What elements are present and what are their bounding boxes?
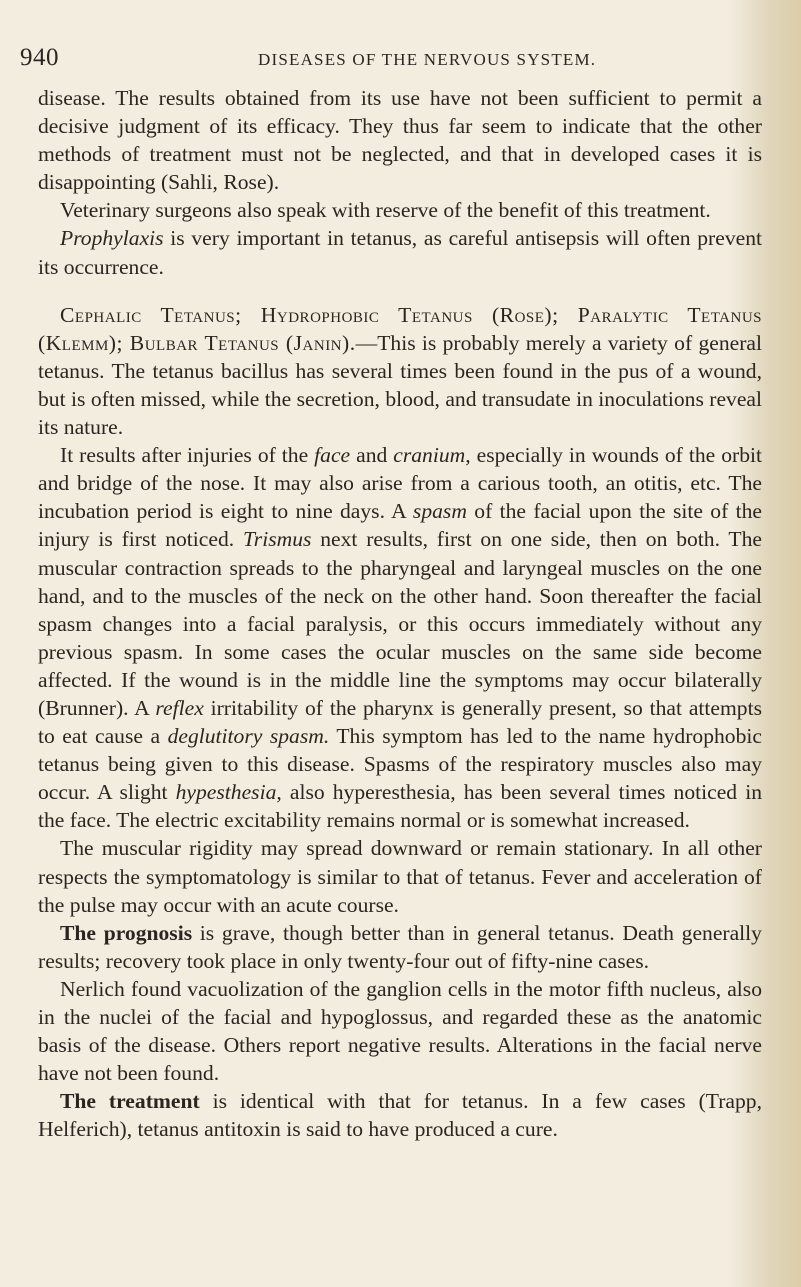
term-hypesthesia: hypesthesia, xyxy=(175,780,282,805)
page-header xyxy=(0,44,801,80)
symptoms-text-5: next results, first on one side, then on both. The muscular contraction spreads to the pharyngeal and laryngeal muscles on the one hand, and to the muscles of the neck on the other hand. Soon thereafter the facial spasm changes into a facial paralysis, or this occurs immediately without any previous spasm. In some cases the ocular muscles on the same side become affected. If the wound is in the middle line the symptoms may occur bilaterally (Brunner). A xyxy=(38,527,762,720)
symptoms-text-4: of the facial upon the site of the injury is first noticed. xyxy=(38,499,763,552)
paragraph-treatment xyxy=(38,1087,762,1143)
symptoms-text-8: also hyperesthesia, has been several times noticed in the face. The electric excitability remains normal or is somewhat increased. xyxy=(38,780,762,833)
section-heading: Cephalic Tetanus; Hydrophobic Tetanus (Rose); Paralytic Tetanus (Klemm); Bulbar Tetanus (Janin). xyxy=(38,302,762,355)
symptoms-text-2: and xyxy=(350,443,394,468)
cephalic-intro-text: —This is probably merely a variety of general tetanus. The tetanus bacillus has several times been found in the pus of a wound, but is often missed, while the secretion, blood, and transudate in inoculations reveal its nature. xyxy=(38,330,762,440)
term-deglutitory-spasm: deglutitory spasm. xyxy=(167,724,330,749)
term-reflex: reflex xyxy=(155,695,204,720)
term-treatment: The treatment xyxy=(60,1089,200,1114)
paragraph-prognosis xyxy=(38,919,762,975)
symptoms-text-7: This symptom has led to the name hydrophobic tetanus being given to this disease. Spasms of the respiratory muscles also may occur. A slight xyxy=(38,724,762,805)
term-cranium: cranium, xyxy=(393,443,471,468)
symptoms-text-6: irritability of the pharynx is generally present, so that attempts to eat cause a xyxy=(38,695,762,749)
term-prophylaxis: Prophylaxis xyxy=(60,226,164,251)
page-number: 940 xyxy=(20,44,59,71)
paragraph-treatment-results: disease. The results obtained from its use have not been sufficient to permit a decisive judgment of its efficacy. They thus far seem to indicate that the other methods of treatment must not be neglected, and that in developed cases it is disappointing (Sahli, Rose). xyxy=(38,86,762,195)
term-face: face xyxy=(314,443,351,468)
symptoms-text-3: especially in wounds of the orbit and bridge of the nose. It may also arise from a carious tooth, an otitis, etc. The incubation period is eight to nine days. A xyxy=(38,443,762,524)
paragraph-symptoms xyxy=(38,441,762,834)
paragraph-prophylaxis xyxy=(38,224,762,280)
running-head: DISEASES OF THE NERVOUS SYSTEM. xyxy=(258,50,597,69)
term-spasm: spasm xyxy=(412,499,467,524)
paragraph-cephalic-tetanus xyxy=(38,301,762,441)
prognosis-text: is grave, though better than in general tetanus. Death generally results; recovery took place in only twenty-four out of fifty-nine cases. xyxy=(38,920,762,973)
term-prognosis: The prognosis xyxy=(60,920,193,945)
paragraph-anatomy: Nerlich found vacuolization of the ganglion cells in the motor fifth nucleus, also in the nuclei of the facial and hypoglossus, and regarded these as the anatomic basis of the disease. Others report negative results. Alterations in the facial nerve have not been found. xyxy=(38,976,762,1086)
symptoms-text-1: It results after injuries of the xyxy=(60,443,315,468)
paragraph-veterinary: Veterinary surgeons also speak with reserve of the benefit of this treatment. xyxy=(60,198,711,223)
prophylaxis-text: is very important in tetanus, as careful antisepsis will often prevent its occurrence. xyxy=(38,226,762,279)
term-trismus: Trismus xyxy=(242,527,312,552)
body-text xyxy=(38,84,762,1143)
paragraph-rigidity: The muscular rigidity may spread downward or remain stationary. In all other respects the symptomatology is similar to that of tetanus. Fever and acceleration of the pulse may occur with an acute course. xyxy=(38,836,762,917)
treatment-text: is identical with that for tetanus. In a few cases (Trapp, Helferich), tetanus antitoxin is said to have produced a cure. xyxy=(38,1089,762,1142)
